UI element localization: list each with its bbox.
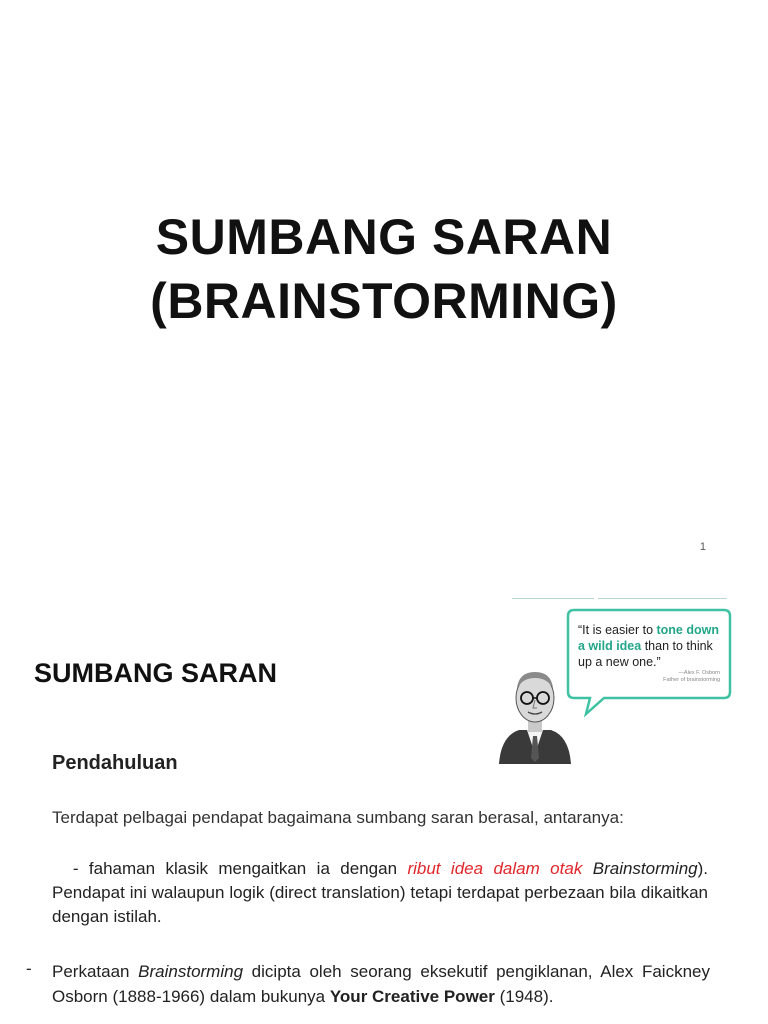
slide-heading: SUMBANG SARAN xyxy=(34,658,277,688)
alex-osborn-portrait xyxy=(497,658,573,764)
top-divider xyxy=(512,598,727,600)
quote-text: “It is easier to tone down a wild idea than to think up a new one.” xyxy=(578,623,719,669)
bullet-dash: - xyxy=(26,959,32,978)
quote-attribution: —Alex F. Osborn Father of brainstorming xyxy=(663,670,720,683)
page-number: 1 xyxy=(699,541,706,553)
intro-paragraph: Terdapat pelbagai pendapat bagaimana sumbang saran berasal, antaranya: xyxy=(52,808,624,827)
point-osborn: Perkataan Brainstorming dicipta oleh seorang eksekutif pengiklanan, Alex Faickney Osborn (1888-1966) dalam bukunya Your Creative Power (1948). xyxy=(52,962,710,1006)
title-line-2: (BRAINSTORMING) xyxy=(150,273,618,329)
slide-title xyxy=(0,205,768,333)
title-line-1: SUMBANG SARAN xyxy=(155,209,613,265)
section-subheading: Pendahuluan xyxy=(52,752,178,774)
point-classic-view: - fahaman klasik mengaitkan ia dengan ribut idea dalam otak Brainstorming). Pendapat ini walaupun logik (direct translation) tetapi terdapat perbezaan bila dikaitkan dengan istilah. xyxy=(52,859,709,926)
content-slide xyxy=(0,575,768,1024)
